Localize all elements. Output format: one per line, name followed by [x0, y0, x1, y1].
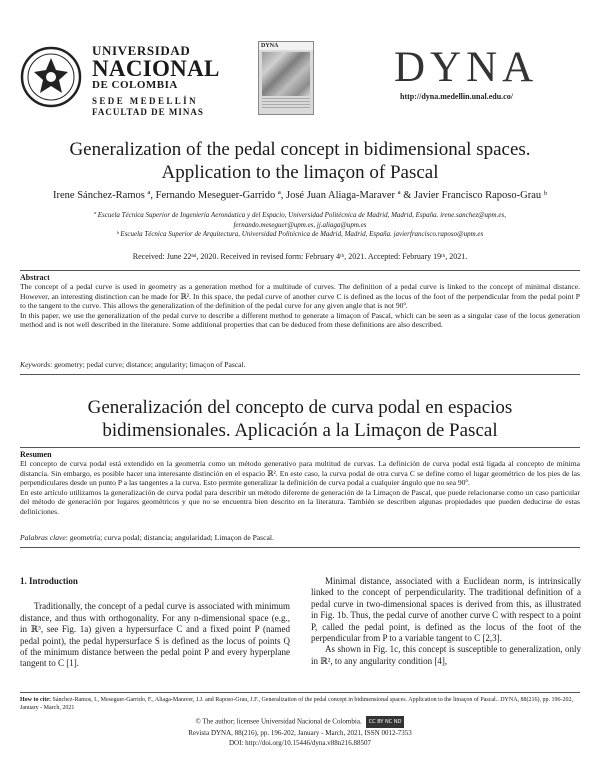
- cc-license-icon: CC BY NC ND: [366, 716, 405, 728]
- abstract-en-top-rule: [20, 270, 580, 271]
- how-to-cite-label: How to cite:: [20, 697, 51, 703]
- received-dates: Received: June 22ⁿᵈ, 2020. Received in revised form: February 4ᵗʰ, 2021. Accepted: February 19ᵗʰ, 2021.: [132, 252, 468, 261]
- keywords-es-label: Palabras clave: [20, 533, 66, 542]
- cover-artwork: [262, 52, 310, 96]
- journal-url[interactable]: http://dyna.medellin.unal.edu.co/: [400, 92, 513, 101]
- university-name: [92, 44, 220, 117]
- how-to-cite-rule: [20, 692, 580, 693]
- intro-right-paragraph-1: Minimal distance, associated with a Euclidean norm, is intrinsically linked to the concept of perpendicularity. The traditional definition of a pedal curve in two-dimensional spaces is derived from this, as illustrated in Fig. 1b. Thus, the pedal curve of another curve C with respect to a point P, called the pedal point, is defined as the locus of the foot of the perpendicular from P to a variable tangent to C [2,3].: [311, 576, 581, 644]
- keywords-en: [20, 360, 580, 375]
- affiliation-a: ª Escuela Técnica Superior de Ingeniería Aeronáutica y del Espacio, Universidad Politécnica de Madrid, Madrid, España. irene.sanchez@upm.es,: [94, 211, 506, 219]
- keywords-en-text: : geometry; pedal curve; distance; angularity; limaçon of Pascal.: [50, 360, 246, 369]
- abstract-en: [20, 270, 580, 330]
- paper-title-en: Generalization of the pedal concept in bidimensional spaces. Application to the limaçon of Pascal: [69, 139, 531, 183]
- abstract-en-heading: Abstract: [20, 273, 50, 282]
- journal-logo: DYNA: [394, 44, 539, 91]
- intro-left-paragraph-1: Traditionally, the concept of a pedal curve is associated with minimum distance, and thus with orthogonality. For any n-dimensional space (e.g., in ℝ³, see Fig. 1a) given a hypersurface C and a fixed point P (named pedal point), the pedal hypersurface S is defined as the locus of points Q of the minimum distance between the pedal point P and every hyperplane tangent to C [1].: [20, 601, 290, 669]
- affiliations: [40, 211, 560, 240]
- footer-copyright: [20, 716, 580, 728]
- authors: Irene Sánchez-Ramos ª, Fernando Meseguer-Garrido ª, José Juan Aliaga-Maraver ª & Javier Francisco Raposo-Grau ᵇ: [53, 190, 547, 201]
- body-column-right: [311, 576, 581, 667]
- how-to-cite-text: Sánchez-Ramos, I., Meseguer-Garrido, F., Aliaga-Maraver, J.J. and Raposo-Grau, J.F., Generalization of the pedal concept in bidimensional spaces. Application to the limaçon of Pascal.. DYNA, 88(216), pp. 196-202, January - March, 2021: [20, 697, 574, 711]
- abstract-es: [20, 447, 580, 517]
- abstract-es-top-rule: [20, 447, 580, 448]
- affiliation-a-emails: fernando.meseguer@upm.es, jj.aliaga@upm.es: [233, 220, 367, 229]
- abstract-es-paragraph-1: El concepto de curva podal está extendido en la geometría como un método generativo para multitud de curvas. La definición de curva podal está ligada al concepto de mínima distancia. Sin embargo, es posible hacer una interesante distinción en el espacio ℝ². En este caso, la curva podal de otra curva C se define como el lugar geométrico de los pies de las perpendiculares desde un punto P a las tangentes a la curva. Esto permite generalizar la definición de curva podal a cualquier ángulo que no sea 90º.: [20, 459, 580, 488]
- footer-doi[interactable]: DOI: http://doi.org/10.15446/dyna.v88n216.88507: [228, 739, 371, 747]
- page-footer: [20, 716, 580, 748]
- faculty-label: FACULTAD DE MINAS: [92, 107, 204, 117]
- affiliation-b: ᵇ Escuela Técnica Superior de Arquitectura, Universidad Politécnica de Madrid, Madrid, España. javierfrancisco.raposo@upm.es: [116, 230, 484, 238]
- section-heading-introduction: 1. Introduction: [20, 576, 78, 586]
- university-line3: DE COLOMBIA: [92, 79, 178, 91]
- abstract-es-paragraph-2: En este artículo utilizamos la generalización de curva podal para describir un método diferente de generación de la Limaçon de Pascal, que puede relacionarse como un caso particular del método de generación por lugares geométricos y que no se encuentra bien descrito en la literatura. También se describen algunas propiedades que pueden deducirse de estas definiciones.: [20, 487, 580, 516]
- cover-text-lines: [262, 98, 310, 108]
- keywords-es: [20, 533, 580, 548]
- body-column-left: [20, 576, 290, 670]
- abstract-en-paragraph-2: In this paper, we use the generalization of the pedal curve to describe a different method to generate a limaçon of Pascal, which can be seen as a singular case of the locus generation method and is not well described in the literature. Some additional properties that can be deduced from these definitions are also described.: [20, 310, 580, 330]
- unal-seal-icon: [20, 46, 82, 108]
- paper-title-es: Generalización del concepto de curva podal en espacios bidimensionales. Aplicación a la Limaçon de Pascal: [87, 397, 513, 441]
- abstract-es-heading: Resumen: [20, 450, 52, 459]
- university-line1: UNIVERSIDAD: [92, 43, 191, 58]
- sede-label: SEDE MEDELLÍN: [92, 96, 198, 106]
- cover-title: DYNA: [259, 42, 313, 50]
- keywords-en-bottom-rule: [20, 374, 580, 375]
- journal-cover-thumbnail: [258, 41, 314, 115]
- abstract-en-paragraph-1: The concept of a pedal curve is used in geometry as a generation method for a multitude of curves. The definition of a pedal curve is linked to the concept of minimal distance. However, an interesting distinction can be made for ℝ². In this space, the pedal curve of another curve C is defined as the locus of the foot of the perpendicular from the pedal point P to the tangent to the curve. This allows the generalization of the definition of the pedal curve for any given angle that is not 90º.: [20, 282, 580, 311]
- footer-journal-info: Revista DYNA, 88(216), pp. 196-202, January - March, 2021, ISSN 0012-7353: [188, 729, 412, 737]
- university-line2: NACIONAL: [92, 56, 220, 81]
- intro-right-paragraph-2: As shown in Fig. 1c, this concept is susceptible to generalization, only in ℝ², to any angularity condition [4],: [311, 644, 581, 666]
- how-to-cite: [20, 692, 580, 712]
- keywords-es-bottom-rule: [20, 547, 580, 548]
- footer-copyright-text: © The author; licensee Universidad Nacional de Colombia.: [195, 717, 362, 726]
- keywords-es-text: : geometría; curva podal; distancia; angularidad; Limaçon de Pascal.: [65, 533, 274, 542]
- keywords-en-label: Keywords: [20, 360, 51, 369]
